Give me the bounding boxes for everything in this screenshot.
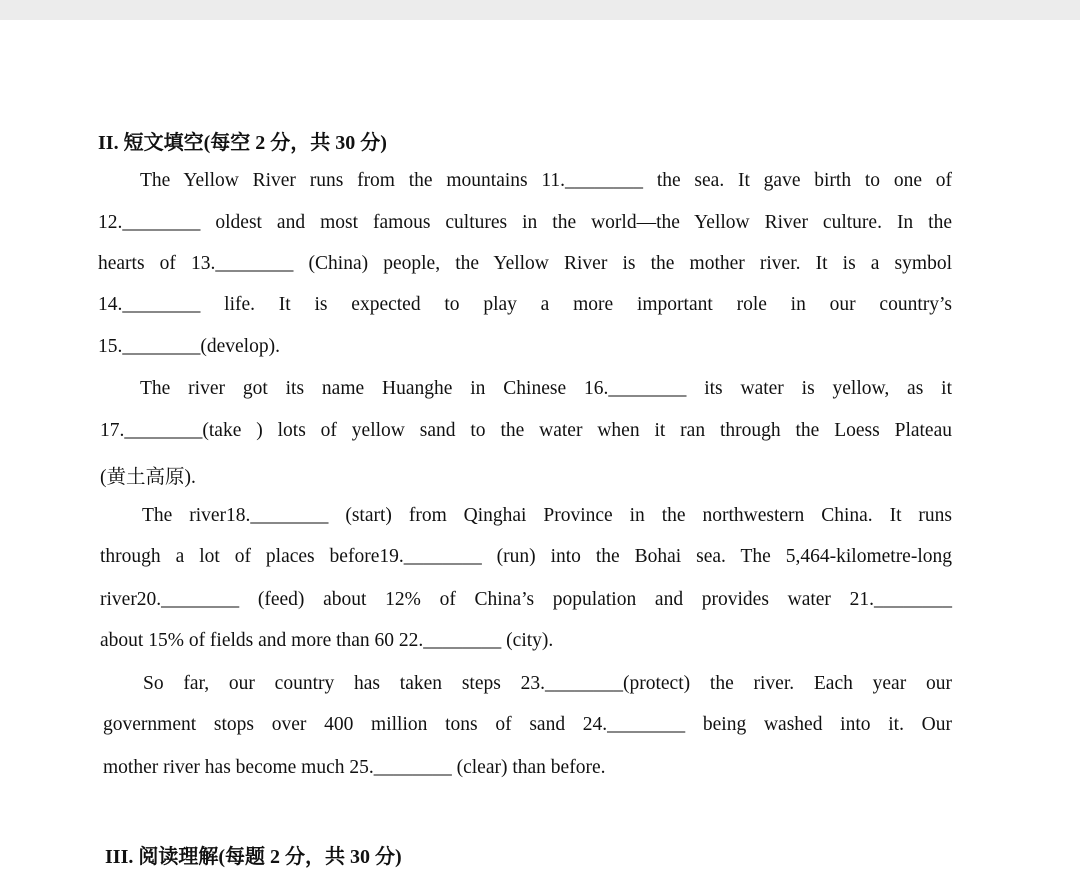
passage-line-11: river20.________ (feed) about 12% of China’s population and provides water 21.________	[100, 589, 952, 610]
passage-line-5: 15.________(develop).	[98, 336, 280, 357]
passage-line-12: about 15% of fields and more than 60 22.________ (city).	[100, 630, 554, 651]
passage-line-3: hearts of 13.________ (China) people, the Yellow River is the mother river. It is a symbol	[98, 253, 952, 274]
viewer-top-band	[0, 0, 1080, 20]
passage-line-2: 12.________ oldest and most famous cultures in the world—the Yellow River culture. In the	[98, 212, 952, 233]
passage-line-8: (黄土高原).	[100, 467, 196, 488]
passage-line-13: So far, our country has taken steps 23.________(protect) the river. Each year our	[143, 673, 952, 694]
section-2-title: II. 短文填空(每空 2 分，共 30 分)	[98, 132, 387, 154]
passage-line-7: 17.________(take ) lots of yellow sand to the water when it ran through the Loess Plateau	[100, 420, 952, 441]
passage-line-4: 14.________ life. It is expected to play a more important role in our country’s	[98, 294, 952, 315]
passage-line-1: The Yellow River runs from the mountains 11.________ the sea. It gave birth to one of	[140, 170, 952, 191]
passage-line-9: The river18.________ (start) from Qinghai Province in the northwestern China. It runs	[142, 505, 952, 526]
passage-line-15: mother river has become much 25.________ (clear) than before.	[103, 757, 606, 778]
passage-line-10: through a lot of places before19.________ (run) into the Bohai sea. The 5,464-kilometre-long	[100, 546, 952, 567]
passage-line-6: The river got its name Huanghe in Chinese 16.________ its water is yellow, as it	[140, 378, 952, 399]
section-3-title: III. 阅读理解(每题 2 分，共 30 分)	[105, 846, 402, 868]
passage-line-14: government stops over 400 million tons of sand 24.________ being washed into it. Our	[103, 714, 952, 735]
